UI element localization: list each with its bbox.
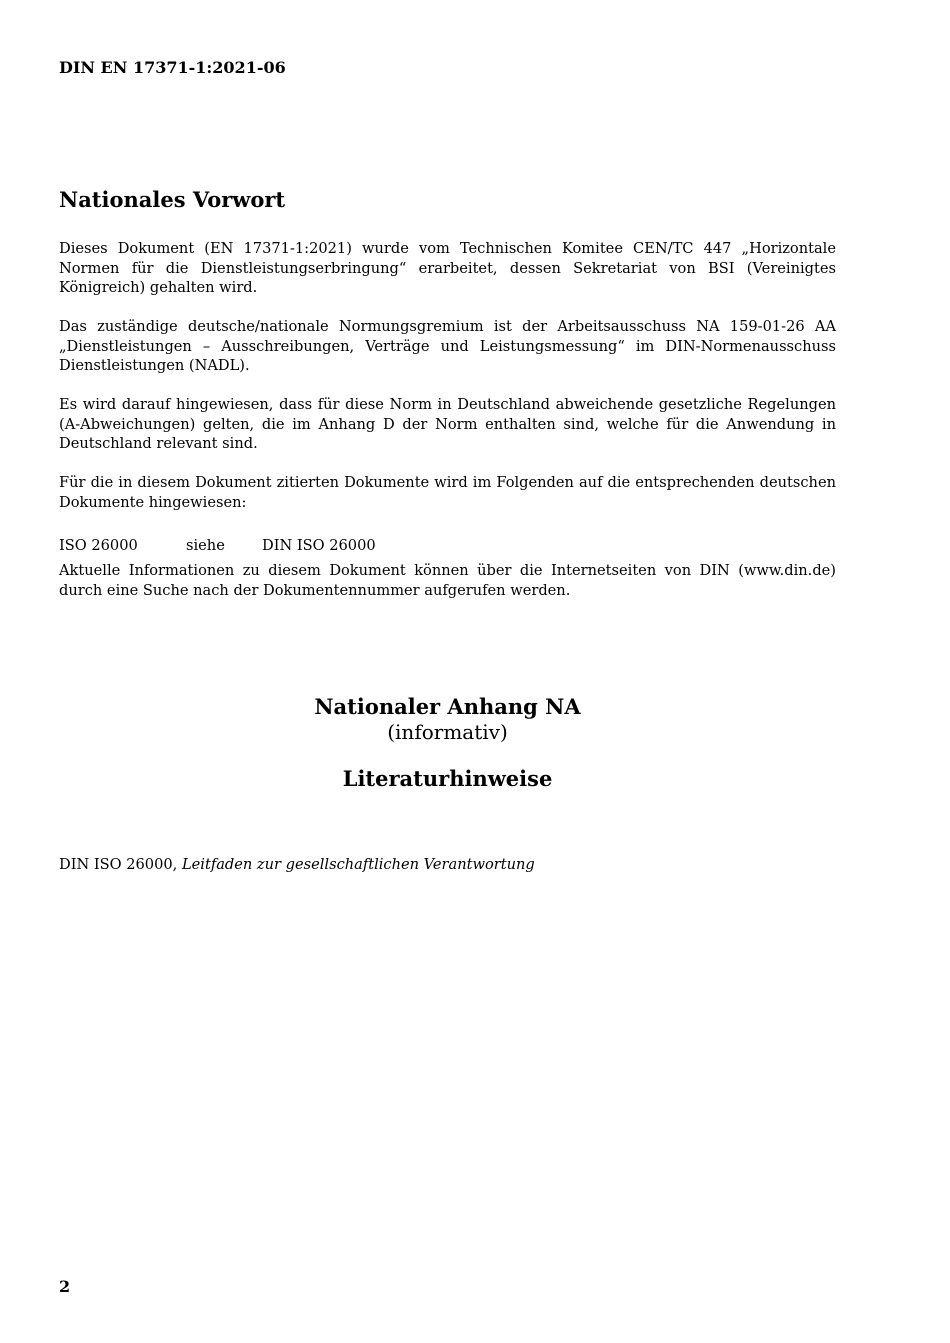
reference-relation: siehe xyxy=(186,537,225,554)
bibliography-entry-id: DIN ISO 26000, xyxy=(59,856,178,873)
foreword-closing: Aktuelle Informationen zu diesem Dokument können über die Internetseiten von DIN (www.din.de) durch eine Suche nach der Dokumentennummer aufgerufen werden. xyxy=(59,562,836,599)
bibliography-entry-title: Leitfaden zur gesellschaftlichen Verantwortung xyxy=(181,856,535,873)
foreword-paragraph-1: Dieses Dokument (EN 17371-1:2021) wurde vom Technischen Komitee CEN/TC 447 „Horizontale Normen für die Dienstleistungserbringung“ erarbeitet, dessen Sekretariat von BSI (Vereinigtes Königreich) gehalten wird. xyxy=(59,240,836,296)
annex-heading xyxy=(0,693,895,745)
reference-international: ISO 26000 xyxy=(59,537,138,554)
foreword-paragraph-2: Das zuständige deutsche/nationale Normungsgremium ist der Arbeitsausschuss NA 159-01-26 AA „Dienstleistungen – Ausschreibungen, Verträge und Leistungsmessung“ im DIN-Normenausschuss Dienstleistungen (NADL). xyxy=(59,318,836,374)
bibliography-title: Literaturhinweise xyxy=(342,766,553,791)
bibliography-entry xyxy=(59,855,535,875)
document-id-header: DIN EN 17371-1:2021-06 xyxy=(59,58,286,77)
page-number: 2 xyxy=(59,1277,71,1296)
annex-title: Nationaler Anhang NA xyxy=(314,694,581,719)
annex-subtitle: (informativ) xyxy=(387,720,508,744)
foreword-title: Nationales Vorwort xyxy=(59,187,286,212)
foreword-paragraph-3: Es wird darauf hingewiesen, dass für diese Norm in Deutschland abweichende gesetzliche Regelungen (A-Abweichungen) gelten, die im Anhang D der Norm enthalten sind, welche für die Anwendung in Deutschland relevant sind. xyxy=(59,396,836,452)
reference-national: DIN ISO 26000 xyxy=(262,537,376,554)
foreword-paragraph-4: Für die in diesem Dokument zitierten Dokumente wird im Folgenden auf die entsprechenden deutschen Dokumente hingewiesen: xyxy=(59,474,836,511)
